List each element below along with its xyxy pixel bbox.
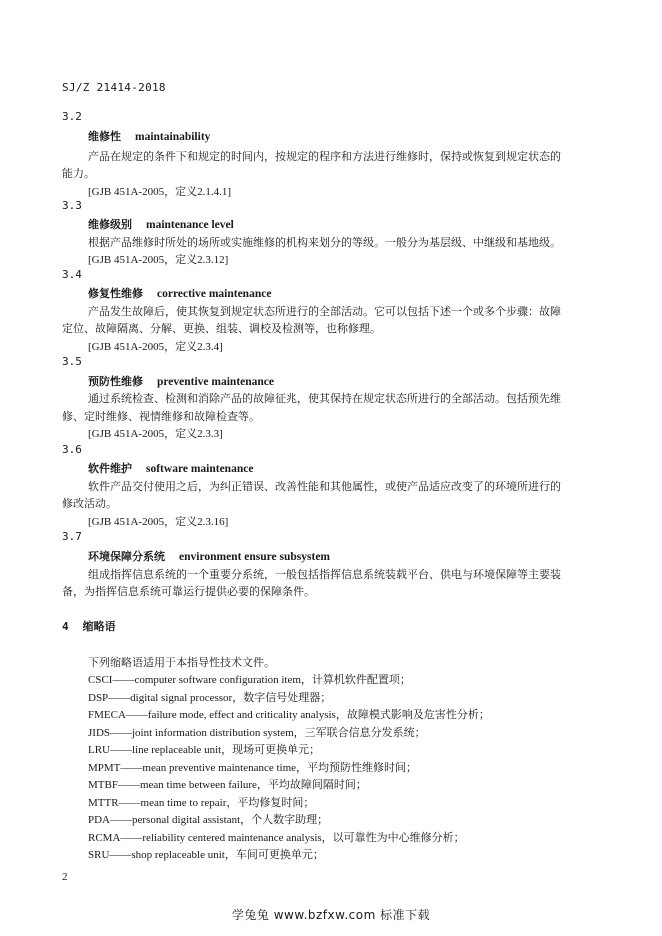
definition-line: 备，为指挥信息系统可靠运行提供必要的保障条件。 <box>62 585 315 598</box>
term-number: 3.7 <box>62 530 82 543</box>
term-chinese: 维修性 <box>88 130 121 143</box>
term-chinese: 环境保障分系统 <box>88 550 165 563</box>
abbreviation-item: RCMA——reliability centered maintenance analysis，以可靠性为中心维修分析； <box>88 832 465 844</box>
term-english: corrective maintenance <box>157 288 272 300</box>
section-number: 4 <box>62 620 69 633</box>
term-heading <box>88 216 234 232</box>
term-english: preventive maintenance <box>157 376 275 388</box>
term-number: 3.5 <box>62 355 82 368</box>
term-number: 3.6 <box>62 443 82 456</box>
abbreviation-item: MTTR——mean time to repair，平均修复时间； <box>88 797 315 809</box>
term-chinese: 软件维护 <box>88 462 132 475</box>
abbreviation-item: MPMT——mean preventive maintenance time，平均预防性维修时间； <box>88 762 418 774</box>
abbreviation-item: CSCI——computer software configuration item，计算机软件配置项； <box>88 674 411 686</box>
section-intro: 下列缩略语适用于本指导性技术文件。 <box>88 656 275 669</box>
term-english: environment ensure subsystem <box>179 551 330 563</box>
definition-line: 通过系统检查、检测和消除产品的故障征兆，使其保持在规定状态所进行的全部活动。包括预先维 <box>88 392 561 405</box>
term-number: 3.2 <box>62 110 82 123</box>
definition-line: 能力。 <box>62 167 95 180</box>
definition-line: 软件产品交付使用之后，为纠正错误、改善性能和其他属性，或使产品适应改变了的环境所进行的 <box>88 480 561 493</box>
abbreviation-item: MTBF——mean time between failure，平均故障间隔时间； <box>88 779 367 791</box>
definition-line: 产品在规定的条件下和规定的时间内，按规定的程序和方法进行维修时，保持或恢复到规定状态的 <box>88 150 561 163</box>
term-chinese: 预防性维修 <box>88 375 143 388</box>
definition-line: 根据产品维修时所处的场所或实施维修的机构来划分的等级。一般分为基层级、中继级和基地级。 <box>88 236 561 249</box>
term-heading <box>88 373 274 389</box>
term-number: 3.4 <box>62 268 82 281</box>
term-heading <box>88 128 210 144</box>
term-number: 3.3 <box>62 199 82 212</box>
definition-line: 组成指挥信息系统的一个重要分系统，一般包括指挥信息系统装载平台、供电与环境保障等主要装 <box>88 568 561 581</box>
term-chinese: 修复性维修 <box>88 287 143 300</box>
definition-reference: [GJB 451A-2005，定义2.3.4] <box>88 341 223 353</box>
abbreviation-item: DSP——digital signal processor，数字信号处理器； <box>88 692 332 704</box>
term-heading <box>88 548 330 564</box>
abbreviation-item: LRU——line replaceable unit，现场可更换单元； <box>88 744 321 756</box>
standard-number: SJ/Z 21414-2018 <box>62 81 166 94</box>
abbreviation-item: FMECA——failure mode, effect and criticality analysis，故障模式影响及危害性分析； <box>88 709 490 721</box>
term-english: maintainability <box>135 131 211 143</box>
term-english: maintenance level <box>146 219 234 231</box>
definition-line: 修改活动。 <box>62 497 117 510</box>
section-heading <box>62 618 116 634</box>
definition-reference: [GJB 451A-2005，定义2.1.4.1] <box>88 186 231 198</box>
term-english: software maintenance <box>146 463 254 475</box>
definition-reference: [GJB 451A-2005，定义2.3.12] <box>88 254 229 266</box>
definition-line: 修、定时维修、视情维修和故障检查等。 <box>62 410 260 423</box>
definition-line: 定位、故障隔离、分解、更换、组装、调校及检测等，也称修理。 <box>62 322 381 335</box>
section-title: 缩略语 <box>82 620 116 633</box>
abbreviation-item: PDA——personal digital assistant，个人数字助理； <box>88 814 329 826</box>
definition-line: 产品发生故障后，使其恢复到规定状态所进行的全部活动。它可以包括下述一个或多个步骤：故障 <box>88 305 561 318</box>
definition-reference: [GJB 451A-2005，定义2.3.16] <box>88 516 229 528</box>
term-heading <box>88 285 271 301</box>
term-heading <box>88 460 253 476</box>
definition-reference: [GJB 451A-2005，定义2.3.3] <box>88 428 223 440</box>
page-number: 2 <box>62 871 68 883</box>
abbreviation-item: JIDS——joint information distribution system，三军联合信息分发系统； <box>88 727 426 739</box>
term-chinese: 维修级别 <box>88 218 132 231</box>
abbreviation-item: SRU——shop replaceable unit，车间可更换单元； <box>88 849 324 861</box>
site-footer-watermark: 学兔兔 www.bzfxw.com 标准下载 <box>231 908 431 922</box>
